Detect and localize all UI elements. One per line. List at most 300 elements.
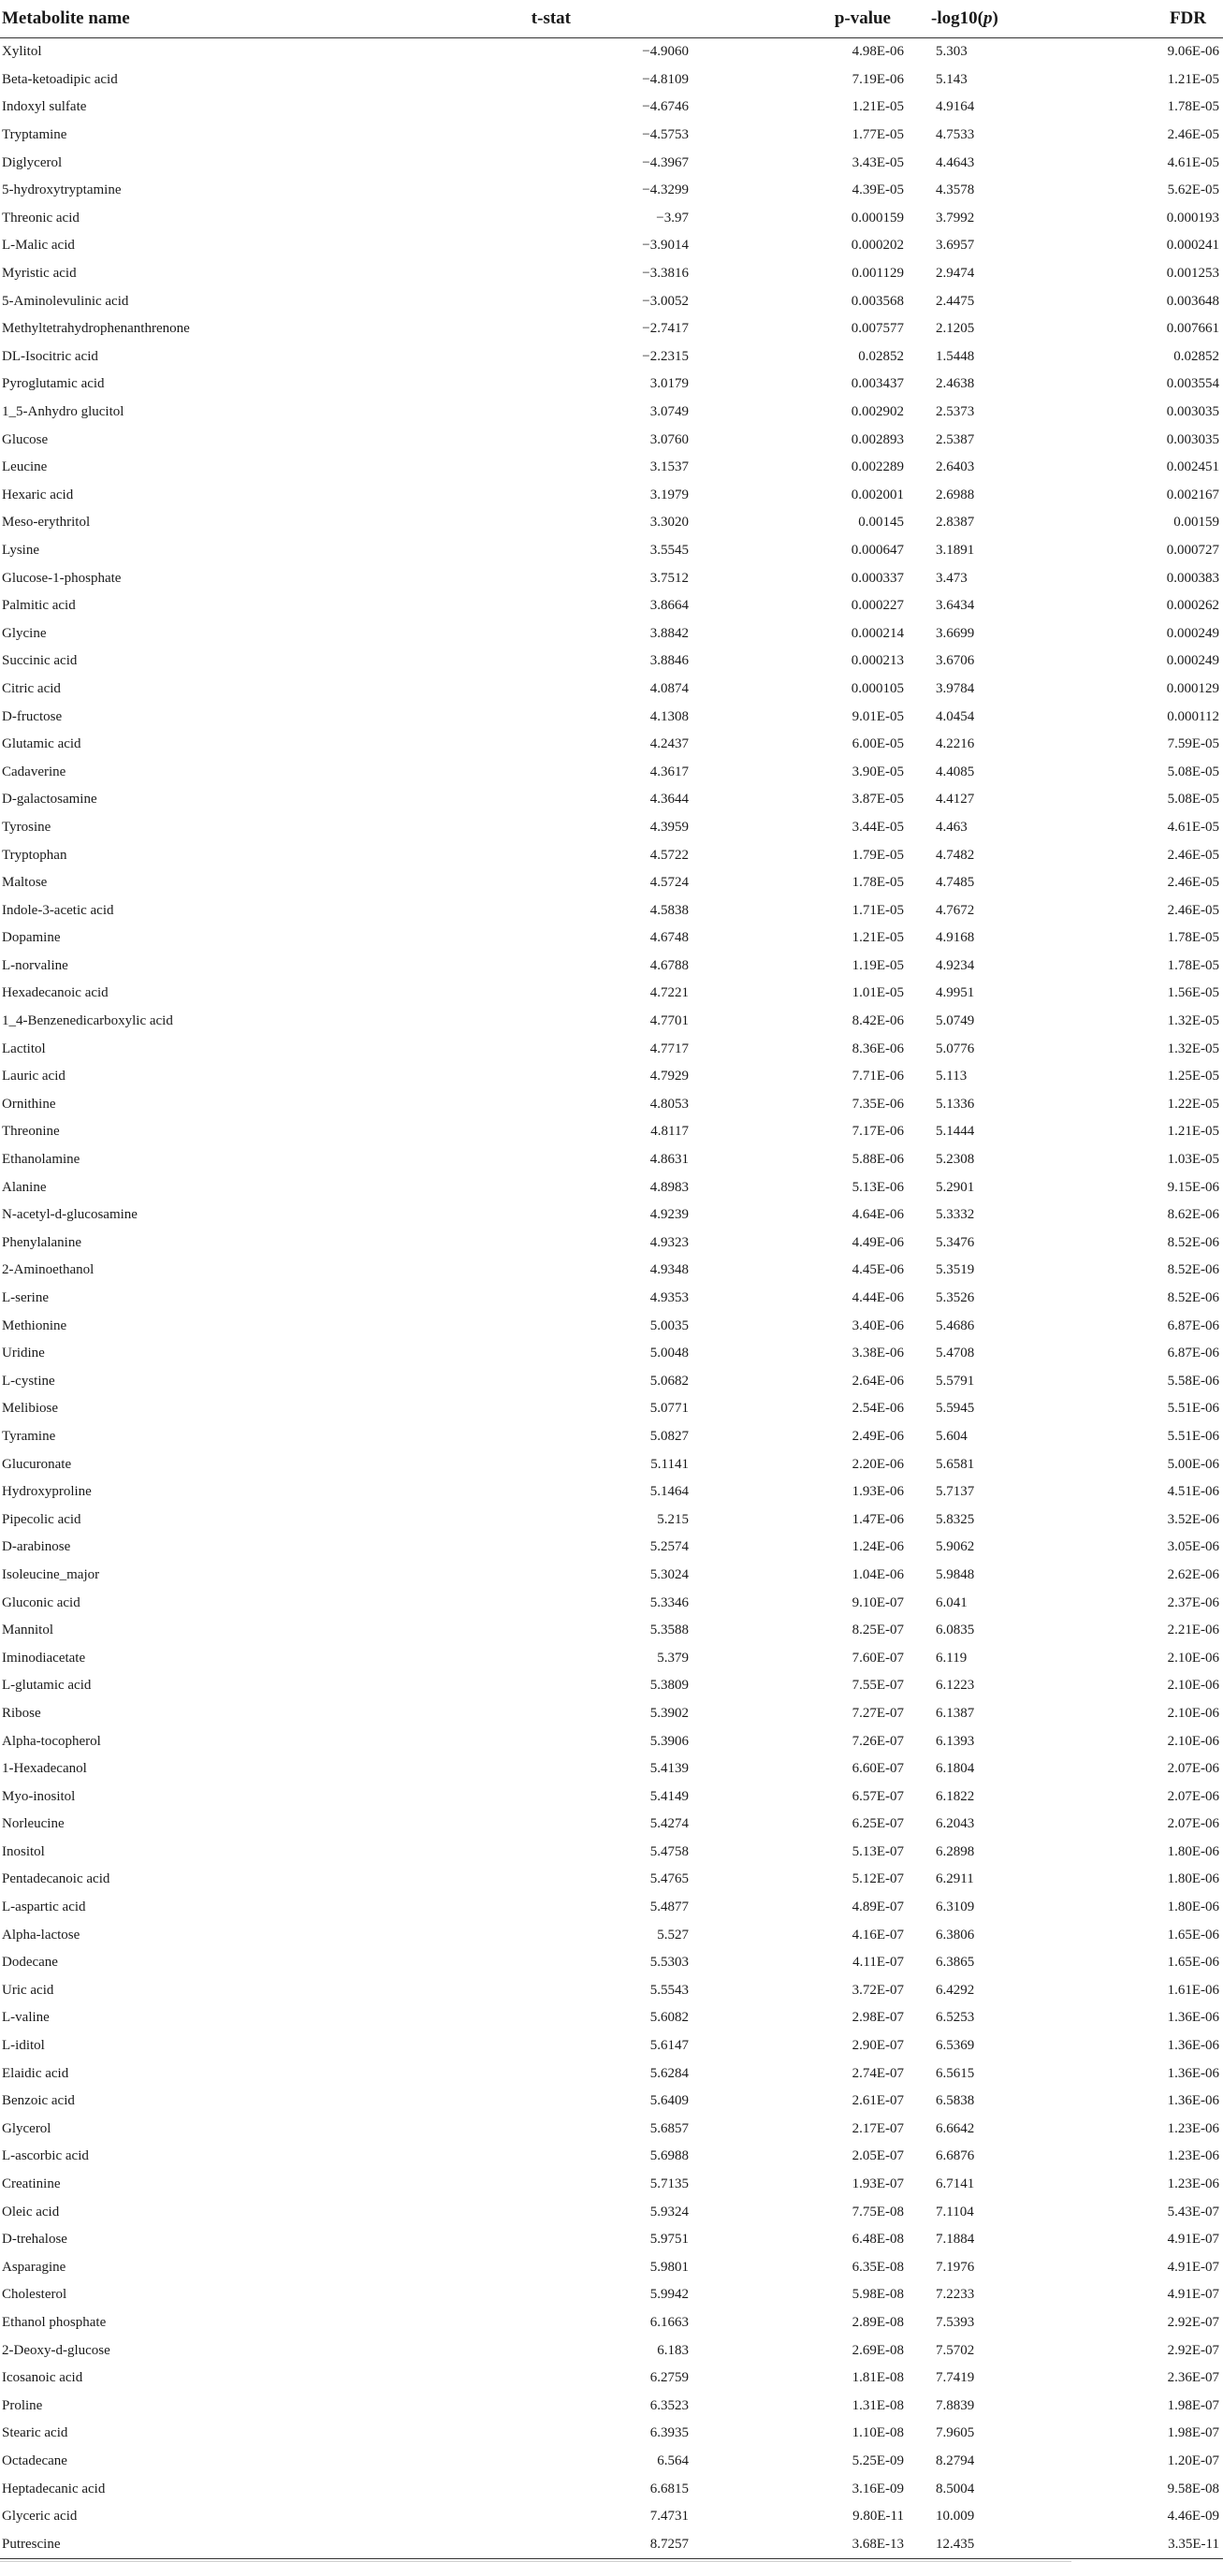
cell-fdr: 2.10E-06 [1167,1733,1219,1749]
cell-metabolite-name: Alpha-lactose [2,1927,80,1943]
cell-fdr: 8.52E-06 [1167,1234,1219,1250]
cell-fdr: 0.000241 [1166,238,1219,254]
cell-p-value: 2.05E-07 [852,2148,904,2164]
table-row [0,1312,1223,1340]
cell-fdr: 1.80E-06 [1167,1843,1219,1859]
cell-fdr: 1.56E-05 [1167,985,1219,1001]
cell-t-stat: 4.7929 [649,1069,689,1084]
cell-t-stat: 5.379 [657,1650,689,1666]
cell-t-stat: 4.7717 [649,1041,689,1056]
cell-p-value: 7.60E-07 [852,1650,904,1666]
cell-neg-log10-p: 6.3865 [936,1955,975,1971]
cell-p-value: 0.001129 [852,266,904,282]
table-row [0,1783,1223,1811]
table-row [0,869,1223,897]
cell-p-value: 1.21E-05 [852,930,904,946]
cell-metabolite-name: Succinic acid [2,653,78,669]
table-row [0,2088,1223,2116]
cell-fdr: 0.003035 [1166,431,1219,447]
cell-p-value: 5.13E-07 [852,1843,904,1859]
cell-fdr: 4.91E-07 [1167,2232,1219,2248]
cell-metabolite-name: Tyrosine [2,819,51,835]
cell-fdr: 0.000383 [1166,570,1219,586]
cell-neg-log10-p: 3.6706 [936,653,975,669]
cell-p-value: 8.42E-06 [852,1013,904,1029]
cell-neg-log10-p: 3.9784 [936,680,975,696]
cell-t-stat: 4.9323 [649,1234,689,1250]
cell-t-stat: 5.4877 [649,1899,689,1915]
cell-p-value: 5.25E-09 [852,2452,904,2468]
table-row [0,2171,1223,2199]
table-row [0,1173,1223,1201]
cell-t-stat: 3.8842 [649,625,689,641]
header-log-var: p [983,8,993,28]
cell-p-value: 1.04E-06 [852,1566,904,1582]
cell-metabolite-name: Palmitic acid [2,598,76,614]
cell-fdr: 1.23E-06 [1167,2148,1219,2164]
cell-neg-log10-p: 7.9605 [936,2425,975,2441]
cell-fdr: 2.10E-06 [1167,1705,1219,1721]
cell-t-stat: 5.1141 [650,1456,689,1472]
cell-fdr: 6.87E-06 [1167,1346,1219,1361]
cell-t-stat: 3.5545 [649,542,689,558]
cell-fdr: 3.52E-06 [1167,1511,1219,1527]
cell-t-stat: 5.3809 [649,1678,689,1694]
cell-t-stat: 4.8117 [650,1124,689,1140]
cell-t-stat: −3.3816 [642,266,689,282]
cell-fdr: 1.61E-06 [1167,1982,1219,1998]
cell-fdr: 1.78E-05 [1167,930,1219,946]
cell-neg-log10-p: 1.5448 [936,348,975,364]
cell-neg-log10-p: 5.4686 [936,1317,975,1333]
cell-t-stat: 4.5838 [649,902,689,918]
cell-t-stat: 6.2759 [649,2370,689,2386]
cell-fdr: 0.000249 [1166,625,1219,641]
cell-t-stat: 5.5303 [649,1955,689,1971]
cell-metabolite-name: Ethanol phosphate [2,2314,107,2330]
cell-metabolite-name: L-Malic acid [2,238,75,254]
cell-t-stat: 3.3020 [649,515,689,531]
cell-metabolite-name: Pentadecanoic acid [2,1871,110,1887]
table-row [0,1700,1223,1728]
cell-metabolite-name: Glyceric acid [2,2509,78,2525]
cell-p-value: 0.002893 [851,431,904,447]
table-row [0,2309,1223,2337]
cell-metabolite-name: L-valine [2,2010,50,2026]
cell-metabolite-name: L-iditol [2,2038,45,2054]
table-row [0,371,1223,399]
cell-neg-log10-p: 6.5838 [936,2093,975,2109]
table-row [0,399,1223,427]
cell-p-value: 7.71E-06 [852,1069,904,1084]
cell-metabolite-name: Isoleucine_major [2,1566,100,1582]
cell-neg-log10-p: 7.1976 [936,2259,975,2275]
cell-fdr: 9.06E-06 [1167,44,1219,60]
cell-p-value: 0.000647 [851,542,904,558]
table-row [0,2392,1223,2420]
cell-neg-log10-p: 5.113 [936,1069,968,1084]
table-row [0,509,1223,537]
table-row [0,1201,1223,1230]
cell-t-stat: 5.6147 [649,2038,689,2054]
cell-t-stat: 3.8664 [649,598,689,614]
cell-p-value: 1.10E-08 [852,2425,904,2441]
table-row [0,1008,1223,1036]
cell-fdr: 2.46E-05 [1167,847,1219,863]
cell-fdr: 4.91E-07 [1167,2287,1219,2303]
table-row [0,1450,1223,1478]
cell-p-value: 7.17E-06 [852,1124,904,1140]
cell-fdr: 1.65E-06 [1167,1927,1219,1943]
cell-metabolite-name: Pyroglutamic acid [2,376,105,392]
cell-t-stat: 5.4274 [649,1816,689,1832]
table-row [0,177,1223,205]
cell-metabolite-name: Alpha-tocopherol [2,1733,101,1749]
cell-fdr: 2.10E-06 [1167,1678,1219,1694]
cell-t-stat: 5.3906 [649,1733,689,1749]
table-row [0,1368,1223,1396]
cell-t-stat: 3.7512 [649,570,689,586]
cell-t-stat: 5.6409 [649,2093,689,2109]
table-row [0,454,1223,482]
cell-p-value: 0.000213 [851,653,904,669]
cell-p-value: 2.64E-06 [852,1373,904,1389]
table-row [0,1727,1223,1755]
cell-fdr: 0.000112 [1167,708,1219,724]
table-row [0,38,1223,66]
cell-p-value: 7.75E-08 [852,2204,904,2219]
cell-metabolite-name: Glutamic acid [2,736,81,752]
cell-metabolite-name: 5-Aminolevulinic acid [2,293,129,309]
cell-neg-log10-p: 6.2043 [936,1816,975,1832]
table-row [0,564,1223,592]
cell-p-value: 0.007577 [851,321,904,337]
cell-fdr: 9.15E-06 [1167,1179,1219,1195]
cell-neg-log10-p: 7.5393 [936,2314,975,2330]
cell-metabolite-name: Indole-3-acetic acid [2,902,114,918]
cell-t-stat: 5.0035 [649,1317,689,1333]
cell-p-value: 3.43E-05 [852,154,904,170]
cell-fdr: 3.05E-06 [1167,1539,1219,1555]
cell-p-value: 6.60E-07 [852,1761,904,1777]
table-row [0,1977,1223,2005]
table-row [0,758,1223,786]
table-row [0,703,1223,731]
table-row [0,814,1223,842]
cell-t-stat: 4.7221 [649,985,689,1001]
cell-metabolite-name: Glucose [2,431,49,447]
cell-t-stat: 4.5722 [649,847,689,863]
table-row [0,2004,1223,2032]
table-row [0,676,1223,704]
cell-metabolite-name: Lauric acid [2,1069,66,1084]
cell-p-value: 0.002289 [851,459,904,475]
table-row [0,426,1223,454]
cell-metabolite-name: Glycine [2,625,47,641]
cell-p-value: 4.64E-06 [852,1207,904,1223]
cell-metabolite-name: Dopamine [2,930,61,946]
table-row [0,122,1223,150]
cell-metabolite-name: L-ascorbic acid [2,2148,89,2164]
cell-t-stat: −4.8109 [642,71,689,87]
cell-neg-log10-p: 6.6642 [936,2120,975,2136]
table-row [0,2475,1223,2503]
table-row [0,94,1223,122]
cell-fdr: 2.62E-06 [1167,1566,1219,1582]
cell-neg-log10-p: 2.8387 [936,515,975,531]
table-row [0,2365,1223,2393]
cell-metabolite-name: Diglycerol [2,154,63,170]
cell-p-value: 0.000159 [851,210,904,226]
cell-metabolite-name: L-aspartic acid [2,1899,86,1915]
cell-t-stat: 5.0827 [649,1428,689,1444]
cell-fdr: 1.22E-05 [1167,1096,1219,1112]
cell-neg-log10-p: 5.1444 [936,1124,975,1140]
cell-fdr: 1.23E-06 [1167,2176,1219,2192]
cell-metabolite-name: Threonic acid [2,210,80,226]
cell-t-stat: 5.9942 [649,2287,689,2303]
bottom-rule-divider [0,2561,1071,2562]
cell-neg-log10-p: 4.3578 [936,182,975,198]
cell-p-value: 2.89E-08 [852,2314,904,2330]
cell-p-value: 3.16E-09 [852,2481,904,2496]
cell-fdr: 5.58E-06 [1167,1373,1219,1389]
cell-t-stat: 6.3935 [649,2425,689,2441]
cell-neg-log10-p: 6.1393 [936,1733,975,1749]
cell-fdr: 8.52E-06 [1167,1262,1219,1278]
cell-metabolite-name: Meso-erythritol [2,515,91,531]
table-row [0,1395,1223,1423]
cell-fdr: 2.10E-06 [1167,1650,1219,1666]
cell-t-stat: 6.1663 [649,2314,689,2330]
cell-neg-log10-p: 7.2233 [936,2287,975,2303]
cell-p-value: 3.72E-07 [852,1982,904,1998]
cell-metabolite-name: Iminodiacetate [2,1650,86,1666]
cell-neg-log10-p: 5.0776 [936,1041,975,1056]
cell-fdr: 2.46E-05 [1167,875,1219,891]
cell-neg-log10-p: 3.473 [936,570,968,586]
cell-p-value: 2.74E-07 [852,2065,904,2081]
cell-t-stat: 5.0771 [649,1401,689,1417]
cell-fdr: 2.37E-06 [1167,1594,1219,1610]
cell-metabolite-name: 1_5-Anhydro glucitol [2,404,124,420]
cell-neg-log10-p: 7.7419 [936,2370,975,2386]
cell-t-stat: 5.6988 [649,2148,689,2164]
cell-metabolite-name: Lysine [2,542,39,558]
cell-p-value: 3.87E-05 [852,792,904,808]
cell-neg-log10-p: 3.7992 [936,210,975,226]
cell-fdr: 1.23E-06 [1167,2120,1219,2136]
cell-fdr: 1.80E-06 [1167,1871,1219,1887]
cell-p-value: 1.31E-08 [852,2397,904,2413]
cell-neg-log10-p: 7.5702 [936,2342,975,2358]
cell-p-value: 7.19E-06 [852,71,904,87]
cell-metabolite-name: Methyltetrahydrophenanthrenone [2,321,190,337]
cell-neg-log10-p: 4.4085 [936,764,975,779]
cell-t-stat: 4.3617 [649,764,689,779]
cell-neg-log10-p: 4.7482 [936,847,975,863]
cell-t-stat: 5.215 [657,1511,689,1527]
header-p-value: p-value [692,0,908,38]
table-row [0,1035,1223,1063]
cell-metabolite-name: Myo-inositol [2,1788,76,1804]
table-row [0,2448,1223,2476]
cell-neg-log10-p: 5.4708 [936,1346,975,1361]
cell-fdr: 4.46E-09 [1167,2509,1219,2525]
table-row [0,315,1223,343]
cell-t-stat: 3.0179 [649,376,689,392]
cell-t-stat: 3.8846 [649,653,689,669]
cell-p-value: 0.002902 [851,404,904,420]
cell-neg-log10-p: 4.463 [936,819,968,835]
cell-neg-log10-p: 5.2901 [936,1179,975,1195]
cell-t-stat: 5.4139 [649,1761,689,1777]
cell-t-stat: 5.0048 [649,1346,689,1361]
cell-p-value: 0.000214 [851,625,904,641]
cell-neg-log10-p: 12.435 [908,2530,1055,2558]
table-row [0,2503,1223,2531]
cell-fdr: 5.00E-06 [1167,1456,1219,1472]
cell-metabolite-name: L-serine [2,1290,49,1306]
cell-metabolite-name: DL-Isocitric acid [2,348,98,364]
cell-neg-log10-p: 5.3332 [936,1207,975,1223]
cell-t-stat: 5.7135 [649,2176,689,2192]
cell-neg-log10-p: 3.6699 [936,625,975,641]
cell-p-value: 5.12E-07 [852,1871,904,1887]
cell-t-stat: 4.8053 [649,1096,689,1112]
cell-neg-log10-p: 5.8325 [936,1511,975,1527]
cell-fdr: 0.002167 [1166,487,1219,502]
cell-metabolite-name: Oleic acid [2,2204,60,2219]
cell-neg-log10-p: 7.8839 [936,2397,975,2413]
cell-t-stat: −3.9014 [642,238,689,254]
cell-metabolite-name: Hexadecanoic acid [2,985,109,1001]
cell-metabolite-name: Tryptamine [2,127,67,143]
cell-fdr: 1.78E-05 [1167,99,1219,115]
cell-p-value: 2.69E-08 [852,2342,904,2358]
cell-metabolite-name: Mannitol [2,1623,53,1638]
cell-fdr: 0.007661 [1166,321,1219,337]
cell-metabolite-name: N-acetyl-d-glucosamine [2,1207,138,1223]
cell-fdr: 1.36E-06 [1167,2010,1219,2026]
cell-p-value: 1.78E-05 [852,875,904,891]
cell-fdr: 0.02852 [1173,348,1219,364]
cell-neg-log10-p: 5.7137 [936,1484,975,1500]
table-row [0,619,1223,648]
header-row [0,0,1223,38]
cell-t-stat: 8.7257 [371,2530,692,2558]
table-row [0,1562,1223,1590]
cell-p-value: 9.10E-07 [852,1594,904,1610]
cell-t-stat: 4.1308 [649,708,689,724]
cell-neg-log10-p: 6.0835 [936,1623,975,1638]
cell-metabolite-name: 2-Aminoethanol [2,1262,95,1278]
cell-neg-log10-p: 4.9951 [936,985,975,1001]
cell-neg-log10-p: 4.9168 [936,930,975,946]
cell-metabolite-name: Proline [2,2397,43,2413]
cell-neg-log10-p: 5.5791 [936,1373,975,1389]
cell-metabolite-name: Glucuronate [2,1456,72,1472]
header-log-suffix: ) [992,8,998,28]
cell-t-stat: 5.3346 [649,1594,689,1610]
cell-p-value: 0.000337 [851,570,904,586]
cell-fdr: 2.07E-06 [1167,1761,1219,1777]
cell-p-value: 4.16E-07 [852,1927,904,1943]
cell-p-value: 0.00145 [858,515,904,531]
cell-fdr: 1.36E-06 [1167,2093,1219,2109]
cell-t-stat: 5.2574 [649,1539,689,1555]
cell-metabolite-name: Asparagine [2,2259,66,2275]
cell-t-stat: 5.9751 [649,2232,689,2248]
cell-fdr: 2.92E-07 [1167,2342,1219,2358]
cell-neg-log10-p: 5.6581 [936,1456,975,1472]
cell-fdr: 2.07E-06 [1167,1816,1219,1832]
cell-neg-log10-p: 5.303 [936,44,968,60]
cell-p-value: 3.40E-06 [852,1317,904,1333]
cell-metabolite-name: Hydroxyproline [2,1484,92,1500]
table-row [0,149,1223,177]
cell-t-stat: −2.7417 [642,321,689,337]
cell-p-value: 0.003568 [851,293,904,309]
cell-neg-log10-p: 2.5373 [936,404,975,420]
cell-fdr: 5.08E-05 [1167,792,1219,808]
cell-metabolite-name: Stearic acid [2,2425,68,2441]
cell-neg-log10-p: 6.3806 [936,1927,975,1943]
table-header [0,0,1223,38]
cell-metabolite-name: Ethanolamine [2,1152,80,1168]
cell-t-stat: 4.0874 [649,680,689,696]
cell-neg-log10-p: 5.9062 [936,1539,975,1555]
cell-fdr: 1.32E-05 [1167,1013,1219,1029]
table-row [0,1894,1223,1922]
cell-neg-log10-p: 7.1884 [936,2232,975,2248]
cell-metabolite-name: Pipecolic acid [2,1511,81,1527]
cell-neg-log10-p: 8.2794 [936,2452,975,2468]
cell-p-value: 7.35E-06 [852,1096,904,1112]
cell-metabolite-name: Cadaverine [2,764,66,779]
table-row [0,953,1223,981]
cell-p-value: 6.48E-08 [852,2232,904,2248]
cell-t-stat: 5.4765 [649,1871,689,1887]
cell-t-stat: 4.9239 [649,1207,689,1223]
cell-t-stat: 3.1979 [649,487,689,502]
table-row [0,1866,1223,1894]
cell-t-stat: 3.0749 [649,404,689,420]
cell-fdr: 2.92E-07 [1167,2314,1219,2330]
cell-fdr: 2.07E-06 [1167,1788,1219,1804]
table-row [0,2059,1223,2088]
cell-metabolite-name: Lactitol [2,1041,46,1056]
table-row [0,648,1223,676]
cell-metabolite-name: Heptadecanic acid [2,2481,106,2496]
table-row [0,2198,1223,2226]
table-row [0,841,1223,869]
table-row [0,2254,1223,2282]
cell-fdr: 1.98E-07 [1167,2425,1219,2441]
cell-neg-log10-p: 2.9474 [936,266,975,282]
cell-p-value: 9.80E-11 [852,2509,904,2525]
table-row [0,1118,1223,1146]
cell-t-stat: 6.6815 [649,2481,689,2496]
cell-t-stat: −4.9060 [642,44,689,60]
cell-t-stat: 6.564 [657,2452,689,2468]
cell-t-stat: 6.3523 [649,2397,689,2413]
cell-metabolite-name: Icosanoic acid [2,2370,83,2386]
cell-metabolite-name: Beta-ketoadipic acid [2,71,118,87]
cell-p-value: 3.68E-13 [692,2530,908,2558]
cell-neg-log10-p: 8.5004 [936,2481,975,2496]
cell-t-stat: 4.3644 [649,792,689,808]
